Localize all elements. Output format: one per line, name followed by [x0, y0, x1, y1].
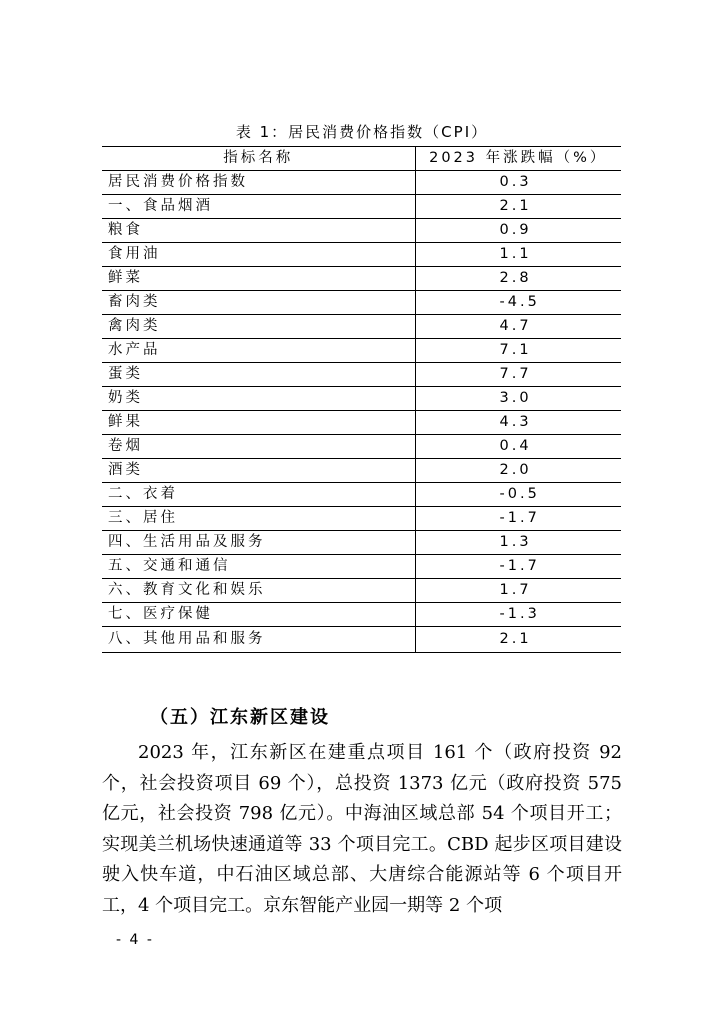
header-change-rate: 2023 年涨跌幅（%）: [415, 147, 621, 171]
indicator-name-cell: 卷烟: [102, 435, 415, 459]
table-row: [102, 507, 621, 531]
change-rate-cell: 0.9: [415, 219, 621, 243]
indicator-name-cell: 七、医疗保健: [102, 603, 415, 627]
table-row: [102, 483, 621, 507]
indicator-name-cell: 四、生活用品及服务: [102, 531, 415, 555]
cpi-table: [102, 146, 621, 653]
indicator-name-cell: 三、居住: [102, 507, 415, 531]
indicator-name-cell: 五、交通和通信: [102, 555, 415, 579]
table-row: [102, 195, 621, 219]
change-rate-cell: 1.7: [415, 579, 621, 603]
table-row: [102, 243, 621, 267]
table-row: [102, 171, 621, 195]
change-rate-cell: 2.8: [415, 267, 621, 291]
indicator-name-cell: 蛋类: [102, 363, 415, 387]
header-indicator-name: 指标名称: [102, 147, 415, 171]
change-rate-cell: -1.7: [415, 555, 621, 579]
table-row: [102, 627, 621, 653]
change-rate-cell: -0.5: [415, 483, 621, 507]
indicator-name-cell: 粮食: [102, 219, 415, 243]
indicator-name-cell: 二、衣着: [102, 483, 415, 507]
indicator-name-cell: 水产品: [102, 339, 415, 363]
change-rate-cell: 4.7: [415, 315, 621, 339]
page-number: - 4 -: [116, 932, 154, 948]
indicator-name-cell: 鲜果: [102, 411, 415, 435]
indicator-name-cell: 一、食品烟酒: [102, 195, 415, 219]
change-rate-cell: 7.7: [415, 363, 621, 387]
change-rate-cell: -4.5: [415, 291, 621, 315]
indicator-name-cell: 奶类: [102, 387, 415, 411]
change-rate-cell: 2.1: [415, 195, 621, 219]
table-row: [102, 459, 621, 483]
table-row: [102, 291, 621, 315]
change-rate-cell: -1.7: [415, 507, 621, 531]
indicator-name-cell: 鲜菜: [102, 267, 415, 291]
table-header-row: [102, 147, 621, 171]
section-paragraph: 2023 年，江东新区在建重点项目 161 个（政府投资 92 个，社会投资项目 69 个），总投资 1373 亿元（政府投资 575 亿元，社会投资 798 亿元）。中海油区域总部 54 个项目开工；实现美兰机场快速通道等 33 个项目完工。CBD 起步区项目建设驶入快车道，中石油区域总部、大唐综合能源站等 6 个项目开工，4 个项目完工。京东智能产业园一期等 2 个项: [102, 742, 622, 916]
indicator-name-cell: 居民消费价格指数: [102, 171, 415, 195]
table-row: [102, 339, 621, 363]
change-rate-cell: 1.3: [415, 531, 621, 555]
change-rate-cell: 0.4: [415, 435, 621, 459]
indicator-name-cell: 酒类: [102, 459, 415, 483]
indicator-name-cell: 食用油: [102, 243, 415, 267]
indicator-name-cell: 八、其他用品和服务: [102, 627, 415, 653]
indicator-name-cell: 禽肉类: [102, 315, 415, 339]
change-rate-cell: 0.3: [415, 171, 621, 195]
table-row: [102, 555, 621, 579]
table-row: [102, 579, 621, 603]
section-heading: （五）江东新区建设: [150, 707, 330, 728]
table-row: [102, 603, 621, 627]
table-row: [102, 531, 621, 555]
table-row: [102, 219, 621, 243]
table-row: [102, 315, 621, 339]
change-rate-cell: 2.0: [415, 459, 621, 483]
table-row: [102, 411, 621, 435]
change-rate-cell: 3.0: [415, 387, 621, 411]
change-rate-cell: 2.1: [415, 627, 621, 653]
table-body: [102, 171, 621, 653]
indicator-name-cell: 畜肉类: [102, 291, 415, 315]
table-row: [102, 435, 621, 459]
change-rate-cell: 4.3: [415, 411, 621, 435]
table-row: [102, 363, 621, 387]
table-row: [102, 267, 621, 291]
change-rate-cell: 1.1: [415, 243, 621, 267]
change-rate-cell: -1.3: [415, 603, 621, 627]
table-caption: 表 1：居民消费价格指数（CPI）: [235, 123, 489, 141]
change-rate-cell: 7.1: [415, 339, 621, 363]
table-row: [102, 387, 621, 411]
indicator-name-cell: 六、教育文化和娱乐: [102, 579, 415, 603]
